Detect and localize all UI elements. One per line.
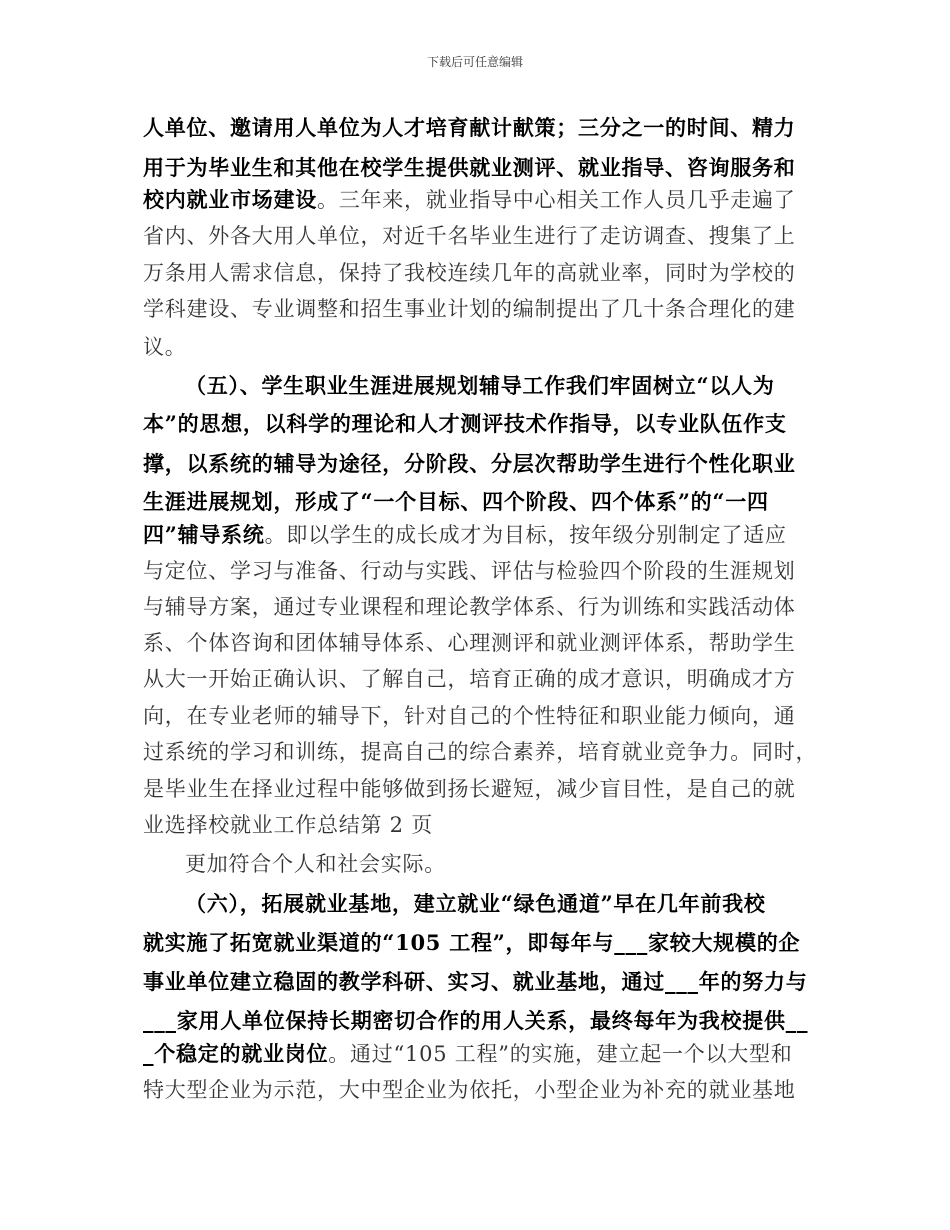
text-line — [143, 1039, 792, 1069]
text-line — [143, 409, 787, 439]
text-line — [143, 701, 796, 731]
bold-text: 事业单位建立稳固的教学科研、实习、就业基地，通过___年的努力与 — [143, 969, 808, 994]
normal-text: 是毕业生在择业过程中能够做到扬长避短，减少盲目性，是自己的就 — [143, 777, 796, 801]
text-line — [143, 1075, 796, 1105]
bold-text: 生涯进展规划，形成了“一个目标、四个阶段、四个体系”的“一四 — [143, 489, 769, 514]
text-line — [143, 294, 796, 324]
text-line — [143, 628, 796, 658]
normal-text: 。通过“105 工程”的实施，建立起一个以大型和 — [328, 1042, 793, 1066]
text-line — [143, 113, 796, 143]
text-line — [143, 153, 796, 183]
normal-text: 。即以学生的成长成才为目标，按年级分别制定了适应 — [264, 523, 787, 547]
text-line — [143, 664, 796, 694]
normal-text: 省内、外各大用人单位，对近千名毕业生进行了走访调查、搜集了上 — [143, 224, 796, 248]
bold-text: 用于为毕业生和其他在校学生提供就业测评、就业指导、咨询服务和 — [143, 155, 796, 180]
normal-text: 业选择校就业工作总结第 2 页 — [143, 813, 433, 837]
bold-text: 本”的思想，以科学的理论和人才测评技术作指导，以专业队伍作支 — [143, 411, 787, 436]
normal-text: 。三年来，就业指导中心相关工作人员几乎走遍了 — [317, 188, 796, 212]
normal-text: 与辅导方案，通过专业课程和理论教学体系、行为训练和实践活动体 — [143, 595, 796, 619]
text-line — [143, 185, 796, 215]
bold-text: 校内就业市场建设 — [143, 187, 317, 212]
normal-text: 从大一开始正确认识、了解自己，培育正确的成才意识，明确成才方 — [143, 667, 796, 691]
bold-text: 就实施了拓宽就业渠道的“105 工程”，即每年与___家较大规模的企 — [143, 930, 801, 955]
normal-text: 过系统的学习和训练，提高自己的综合素养，培育就业竞争力。同时， — [143, 740, 818, 764]
text-line — [143, 487, 769, 517]
text-line — [143, 928, 800, 958]
text-line — [143, 737, 817, 767]
text-line — [185, 371, 775, 401]
bold-text: 人单位、邀请用人单位为人才培育献计献策；三分之一的时间、精力 — [143, 115, 796, 140]
bold-text: 四”辅导系统 — [143, 522, 265, 547]
normal-text: 向，在专业老师的辅导下，针对自己的个性特征和职业能力倾向，通 — [143, 704, 796, 728]
text-line — [143, 520, 787, 550]
normal-text: 万条用人需求信息，保持了我校连续几年的高就业率，同时为学校的 — [143, 261, 796, 285]
text-line — [143, 258, 796, 288]
normal-text: 特大型企业为示范，大中型企业为依托，小型企业为补充的就业基地 — [143, 1078, 796, 1102]
normal-text: 更加符合个人和社会实际。 — [185, 852, 446, 876]
bold-text: 撑，以系统的辅导为途径，分阶段、分层次帮助学生进行个性化职业 — [143, 451, 796, 476]
normal-text: 议。 — [143, 335, 187, 359]
text-line — [143, 1006, 808, 1036]
text-line — [143, 967, 808, 997]
normal-text: 学科建设、专业调整和招生事业计划的编制提出了几十条合理化的建 — [143, 297, 796, 321]
bold-text: _个稳定的就业岗位 — [143, 1041, 329, 1066]
bold-text: （五）、学生职业生涯进展规划辅导工作我们牢固树立“以人为 — [185, 373, 775, 398]
normal-text: 与定位、学习与准备、行动与实践、评估与检验四个阶段的生涯规划 — [143, 559, 796, 583]
text-line — [185, 889, 766, 919]
bold-text: （六），拓展就业基地，建立就业“绿色通道”早在几年前我校 — [185, 891, 766, 916]
normal-text: 系、个体咨询和团体辅导体系、心理测评和就业测评体系，帮助学生 — [143, 631, 796, 655]
text-line — [143, 810, 433, 840]
text-line — [143, 774, 796, 804]
bold-text: ___家用人单位保持长期密切合作的用人关系，最终每年为我校提供__ — [143, 1008, 809, 1033]
text-line — [185, 849, 446, 879]
text-line — [143, 449, 796, 479]
text-line — [143, 332, 187, 362]
text-line — [143, 556, 796, 586]
text-line — [143, 592, 796, 622]
text-line — [143, 221, 796, 251]
page-header: 下载后可任意编辑 — [426, 55, 523, 69]
